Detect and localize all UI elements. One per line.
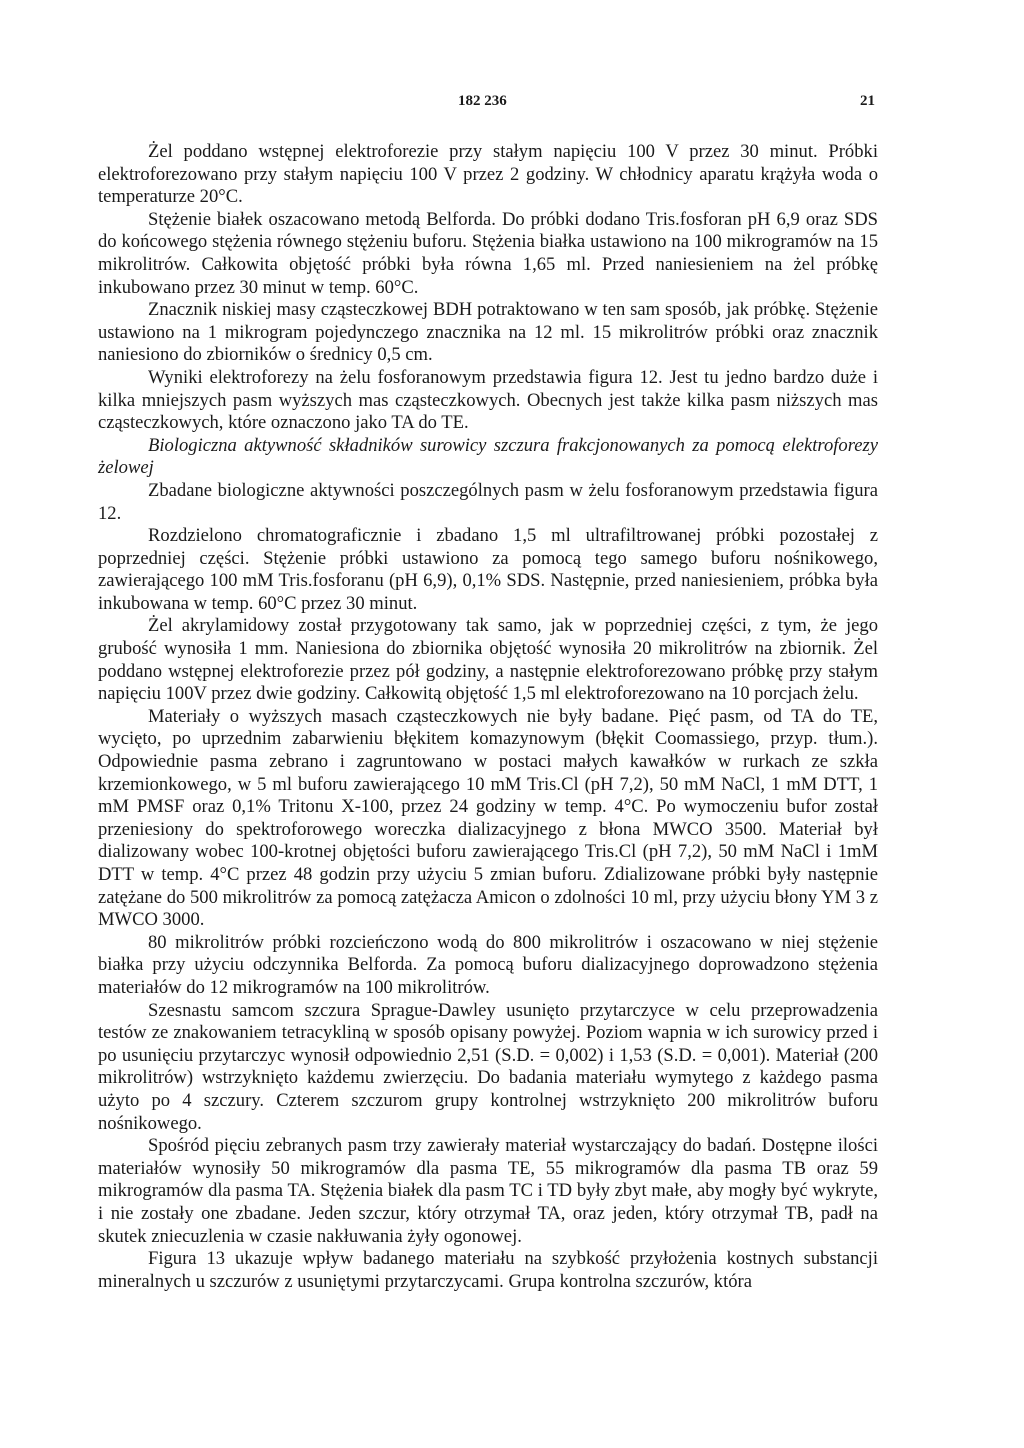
paragraph-electrophoresis: Żel poddano wstępnej elektroforezie przy stałym napięciu 100 V przez 30 minut. Próbki elektroforezowano przy stałym napięciu 100 V przez 2 godziny. W chłodnicy aparatu krążyła woda o temperaturze 20°C.	[98, 141, 878, 208]
paragraph-bands: Materiały o wyższych masach cząsteczkowych nie były badane. Pięć pasm, od TA do TE, wycięto, po uprzednim zabarwieniu błękitem komazynowym (błękit Coomassiego, przyp. tłum.). Odpowiednie pasma zebrano i zagruntowano w postaci małych kawałków w rurkach ze szkła krzemionkowego, w 5 ml buforu zawierającego 10 mM Tris.Cl (pH 7,2), 50 mM NaCl, 1 mM DTT, 1 mM PMSF oraz 0,1% Tritonu X-100, przez 24 godziny w temp. 4°C. Po wymoczeniu bufor został przeniesiony do spektroforowego woreczka dializacyjnego z błona MWCO 3500. Materiał był dializowany wobec 100-krotnej objętości buforu zawierającego Tris.Cl (pH 7,2), 50 mM NaCl i 1mM DTT w temp. 4°C przez 48 godzin przy użyciu 5 zmian buforu. Zdializowane próbki były następnie zatężane do 500 mikrolitrów za pomocą zatężacza Amicon o zdolności 10 ml, przy użyciu błony YM 3 z MWCO 3000.	[98, 705, 878, 931]
paragraph-chromatography: Rozdzielono chromatograficznie i zbadano 1,5 ml ultrafiltrowanej próbki pozostałej z poprzedniej części. Stężenie próbki ustawiono za pomocą tego samego buforu nośnikowego, zawierającego 100 mM Tris.fosforanu (pH 6,9), 0,1% SDS. Następnie, przed naniesieniem, próbka była inkubowana w temp. 60°C przez 30 minut.	[98, 525, 878, 614]
section-heading: Biologiczna aktywność składników surowicy szczura frakcjonowanych za pomocą elektroforezy żelowej	[98, 434, 878, 479]
paragraph-band-amounts: Spośród pięciu zebranych pasm trzy zawierały materiał wystarczający do badań. Dostępne ilości materiałów wynosiły 50 mikrogramów dla pasma TE, 55 mikrogramów dla pasma TB oraz 59 mikrogramów dla pasma TA. Stężenia białek dla pasm TC i TD były zbyt małe, aby mogły być wykryte, i nie zostały one zbadane. Jeden szczur, który otrzymał TA, oraz jeden, który otrzymał TB, padł na skutek zniecuzlenia w czasie nakłuwania żyły ogonowej.	[98, 1135, 878, 1247]
page-header	[0, 93, 1024, 113]
page-number: 21	[860, 93, 875, 109]
paragraph-rats: Szesnastu samcom szczura Sprague-Dawley usunięto przytarczyce w celu przeprowadzenia testów ze znakowaniem tetracykliną w sposób opisany powyżej. Poziom wapnia w ich surowicy przed i po usunięciu przytarczyc wynosił odpowiednio 2,51 (S.D. = 0,002) i 1,53 (S.D. = 0,001). Materiał (200 mikrolitrów) wstrzyknięto każdemu zwierzęciu. Do badania materiału wymytego z każdego pasma użyto po 4 szczury. Czterem szczurom grupy kontrolnej wstrzyknięto 200 mikrolitrów buforu nośnikowego.	[98, 999, 878, 1134]
paragraph-figure-12: Zbadane biologiczne aktywności poszczególnych pasm w żelu fosforanowym przedstawia figura 12.	[98, 479, 878, 524]
paragraph-gel: Żel akrylamidowy został przygotowany tak samo, jak w poprzedniej części, z tym, że jego grubość wynosiła 1 mm. Naniesiona do zbiornika objętość wynosiła 20 mikrolitrów na zbiornik. Żel poddano wstępnej elektroforezie przez pół godziny, a następnie elektroforezowano próbkę przy stałym napięciu 100V przez dwie godziny. Całkowitą objętość 1,5 ml elektroforezowano na 10 porcjach żelu.	[98, 615, 878, 705]
paragraph-dilution: 80 mikrolitrów próbki rozcieńczono wodą do 800 mikrolitrów i oszacowano w niej stężenie białka przy użyciu odczynnika Belforda. Za pomocą buforu dializacyjnego doprowadzono stężenia materiałów do 12 mikrogramów na 100 mikrolitrów.	[98, 931, 878, 998]
paragraph-figure-13: Figura 13 ukazuje wpływ badanego materiału na szybkość przyłożenia kostnych substancji mineralnych u szczurów z usuniętymi przytarczycami. Grupa kontrolna szczurów, która	[98, 1248, 878, 1292]
document-body	[98, 141, 878, 1293]
paragraph-protein-concentration: Stężenie białek oszacowano metodą Belforda. Do próbki dodano Tris.fosforan pH 6,9 oraz SDS do końcowego stężenia równego stężeniu buforu. Stężenia białka ustawiono na 100 mikrogramów na 15 mikrolitrów. Całkowita objętość próbki była równa 1,65 ml. Przed naniesieniem na żel próbkę inkubowano przez 30 minut w temp. 60°C.	[98, 208, 878, 298]
paragraph-results: Wyniki elektroforezy na żelu fosforanowym przedstawia figura 12. Jest tu jedno bardzo duże i kilka mniejszych pasm wyższych mas cząsteczkowych. Obecnych jest także kilka pasm niższych mas cząsteczkowych, które oznaczono jako TA do TE.	[98, 366, 878, 434]
paragraph-marker: Znacznik niskiej masy cząsteczkowej BDH potraktowano w ten sam sposób, jak próbkę. Stężenie ustawiono na 1 mikrogram pojedynczego znacznika na 12 ml. 15 mikrolitrów próbki oraz znacznik naniesiono do zbiorników o średnicy 0,5 cm.	[98, 299, 878, 366]
patent-number: 182 236	[458, 93, 507, 109]
